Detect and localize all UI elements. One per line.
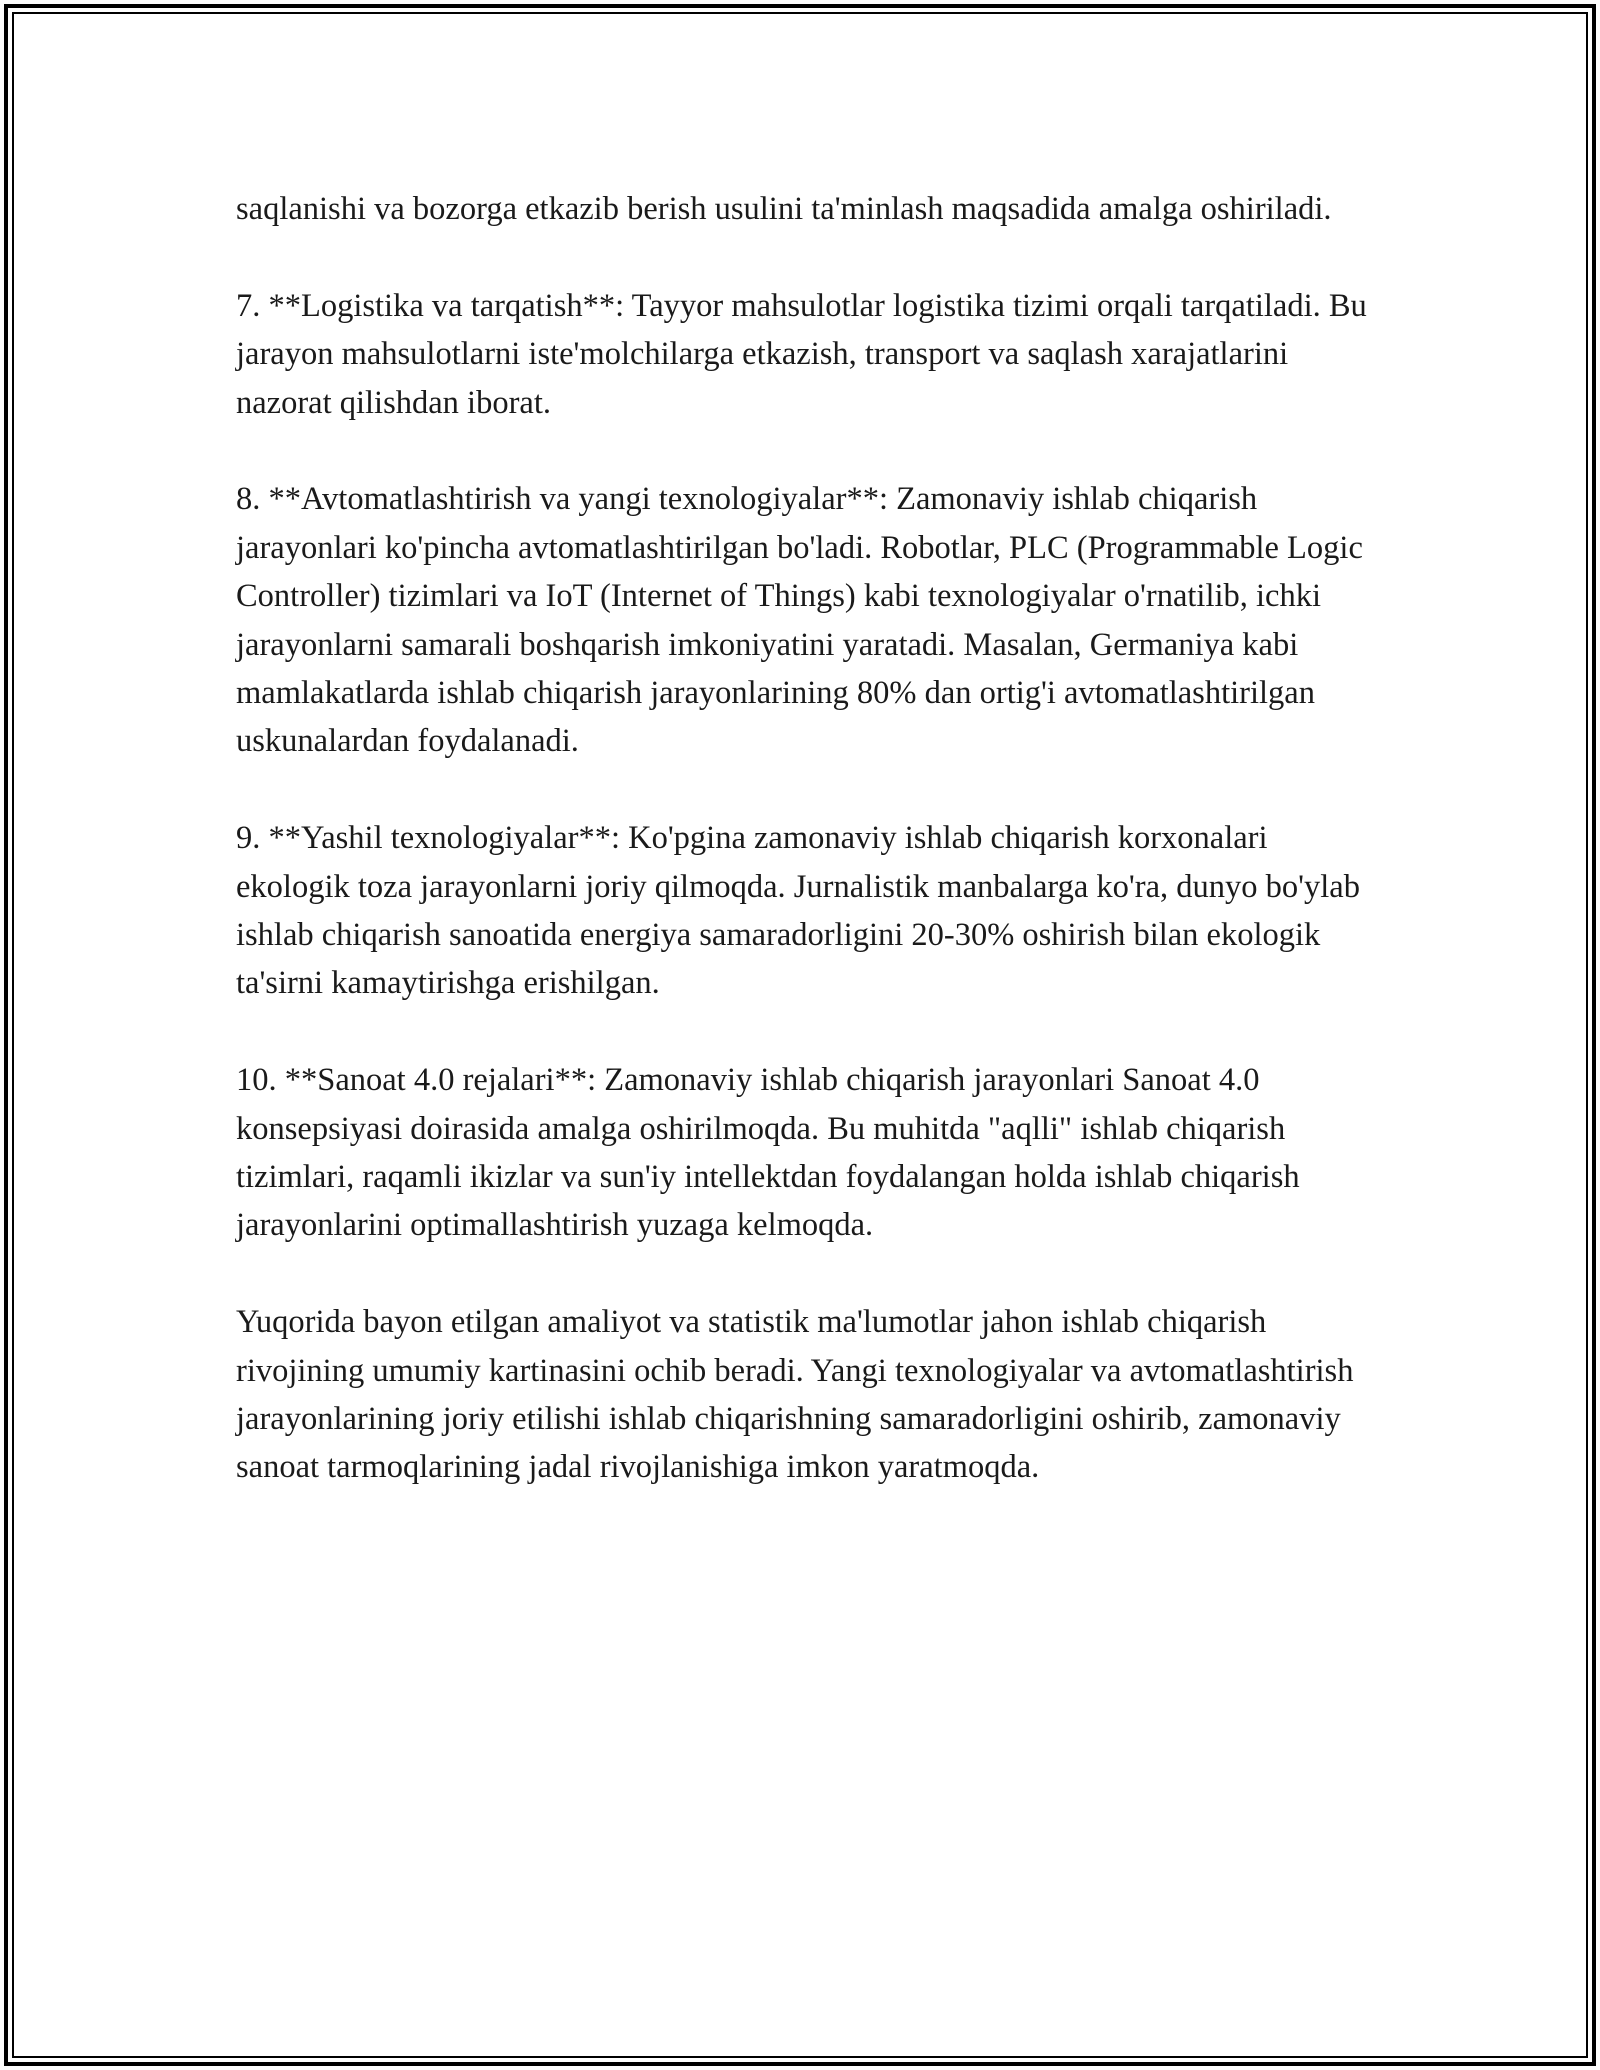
- paragraph-item-9-green-tech: 9. **Yashil texnologiyalar**: Ko'pgina zamonaviy ishlab chiqarish korxonalari ekologik toza jarayonlarni joriy qilmoqda. Jurnalistik manbalarga ko'ra, dunyo bo'ylab ishlab chiqarish sanoatida energiya samaradorligini 20-30% oshirish bilan ekologik ta'sirni kamaytirishga erishilgan.: [236, 820, 1360, 1002]
- paragraph-item-10-industry-4: 10. **Sanoat 4.0 rejalari**: Zamonaviy ishlab chiqarish jarayonlari Sanoat 4.0 konsepsiyasi doirasida amalga oshirilmoqda. Bu muhitda "aqlli" ishlab chiqarish tizimlari, raqamli ikizlar va sun'iy intellektdan foydalangan holda ishlab chiqarish jarayonlarini optimallashtirish yuzaga kelmoqda.: [236, 1062, 1300, 1244]
- document-body: [236, 185, 1386, 1492]
- paragraph-conclusion: Yuqorida bayon etilgan amaliyot va statistik ma'lumotlar jahon ishlab chiqarish rivojining umumiy kartinasini ochib beradi. Yangi texnologiyalar va avtomatlashtirish jarayonlarining joriy etilishi ishlab chiqarishning samaradorligini oshirib, zamonaviy sanoat tarmoqlarining jadal rivojlanishiga imkon yaratmoqda.: [236, 1304, 1354, 1486]
- paragraph-continuation: saqlanishi va bozorga etkazib berish usulini ta'minlash maqsadida amalga oshiriladi.: [236, 191, 1332, 227]
- paragraph-item-7-logistics: 7. **Logistika va tarqatish**: Tayyor mahsulotlar logistika tizimi orqali tarqatiladi. Bu jarayon mahsulotlarni iste'molchilarga etkazish, transport va saqlash xarajatlarini nazorat qilishdan iborat.: [236, 287, 1367, 421]
- paragraph-item-8-automation: 8. **Avtomatlashtirish va yangi texnologiyalar**: Zamonaviy ishlab chiqarish jarayonlari ko'pincha avtomatlashtirilgan bo'ladi. Robotlar, PLC (Programmable Logic Controller) tizimlari va IoT (Internet of Things) kabi texnologiyalar o'rnatilib, ichki jarayonlarni samarali boshqarish imkoniyatini yaratadi. Masalan, Germaniya kabi mamlakatlarda ishlab chiqarish jarayonlarining 80% dan ortig'i avtomatlashtirilgan uskunalardan foydalanadi.: [236, 481, 1363, 760]
